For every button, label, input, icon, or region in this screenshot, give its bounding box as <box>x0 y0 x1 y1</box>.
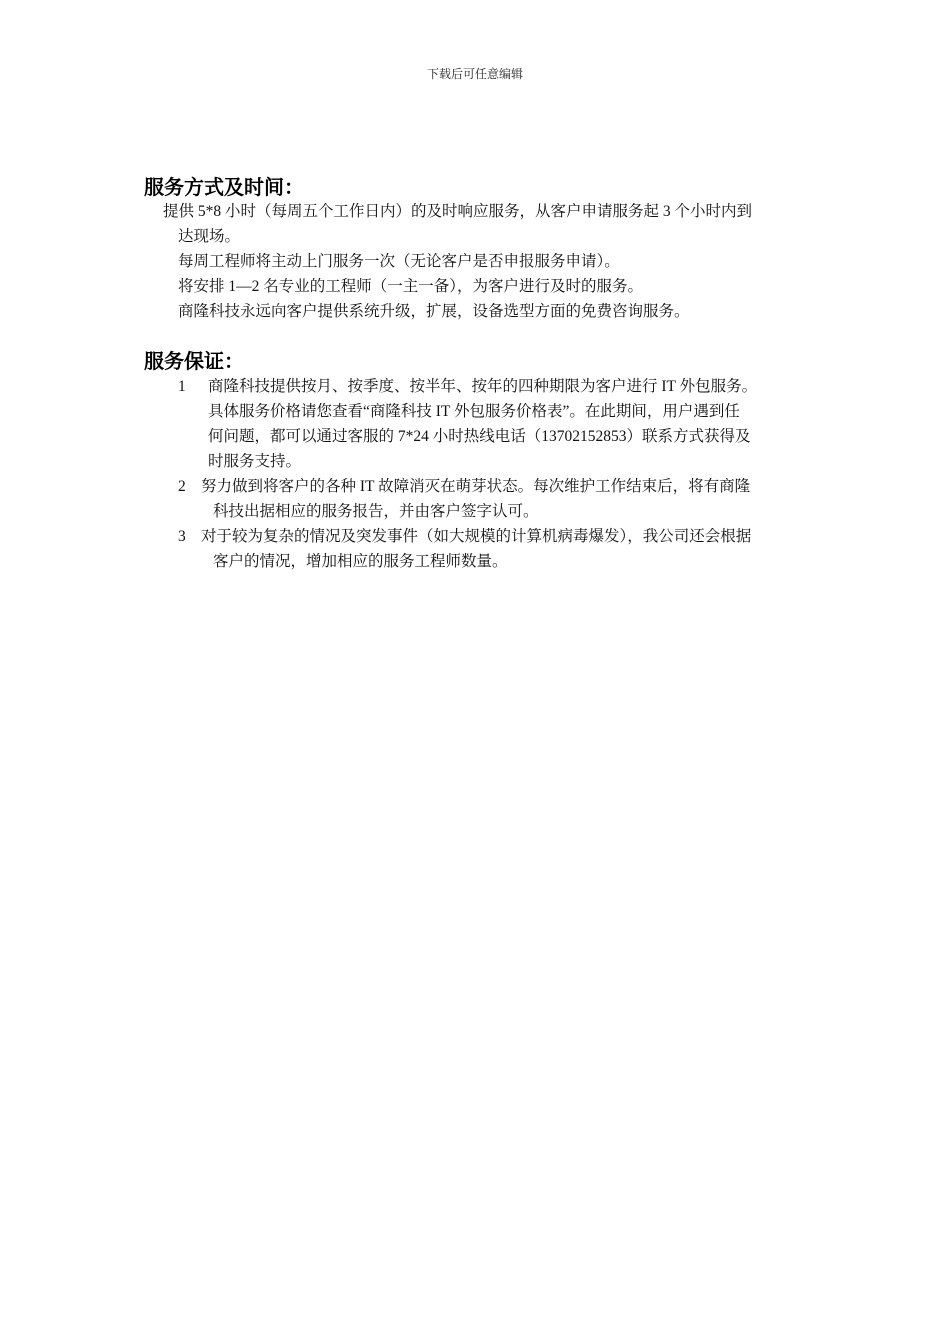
list-line: 何问题，都可以通过客服的 7*24 小时热线电话（13702152853）联系方式获得及 <box>208 428 751 445</box>
list-line: 具体服务价格请您查看“商隆科技 IT 外包服务价格表”。在此期间，用户遇到任 <box>208 403 740 420</box>
list-item <box>178 474 808 524</box>
list-line: 对于较为复杂的情况及突发事件（如大规模的计算机病毒爆发），我公司还会根据 <box>201 528 752 545</box>
section-title-service-guarantee: 服务保证： <box>144 349 244 373</box>
list-number: 3 <box>178 528 186 545</box>
paragraph-line: 提供 5*8 小时（每周五个工作日内）的及时响应服务，从客户申请服务起 3 个小时内到 <box>163 203 753 220</box>
list-line: 努力做到将客户的各种 IT 故障消灭在萌芽状态。每次维护工作结束后，将有商隆 <box>201 478 751 495</box>
paragraph-line: 达现场。 <box>178 228 241 245</box>
paragraph-line: 商隆科技永远向客户提供系统升级，扩展，设备选型方面的免费咨询服务。 <box>178 303 690 320</box>
list-line: 科技出据相应的服务报告，并由客户签字认可。 <box>213 503 539 520</box>
list-number: 2 <box>178 478 186 495</box>
list-number: 1 <box>178 378 186 395</box>
header-note: 下载后可任意编辑 <box>426 67 523 81</box>
list-line: 客户的情况，增加相应的服务工程师数量。 <box>213 553 508 570</box>
paragraph-line: 每周工程师将主动上门服务一次（无论客户是否申报服务申请）。 <box>178 253 620 270</box>
list-item <box>178 374 808 474</box>
paragraph-line: 将安排 1—2 名专业的工程师（一主一备），为客户进行及时的服务。 <box>178 278 644 295</box>
list-line: 时服务支持。 <box>208 453 302 470</box>
section-title-service-mode: 服务方式及时间： <box>144 175 304 199</box>
list-item <box>178 524 808 574</box>
list-line: 商隆科技提供按月、按季度、按半年、按年的四种期限为客户进行 IT 外包服务。 <box>208 378 758 395</box>
